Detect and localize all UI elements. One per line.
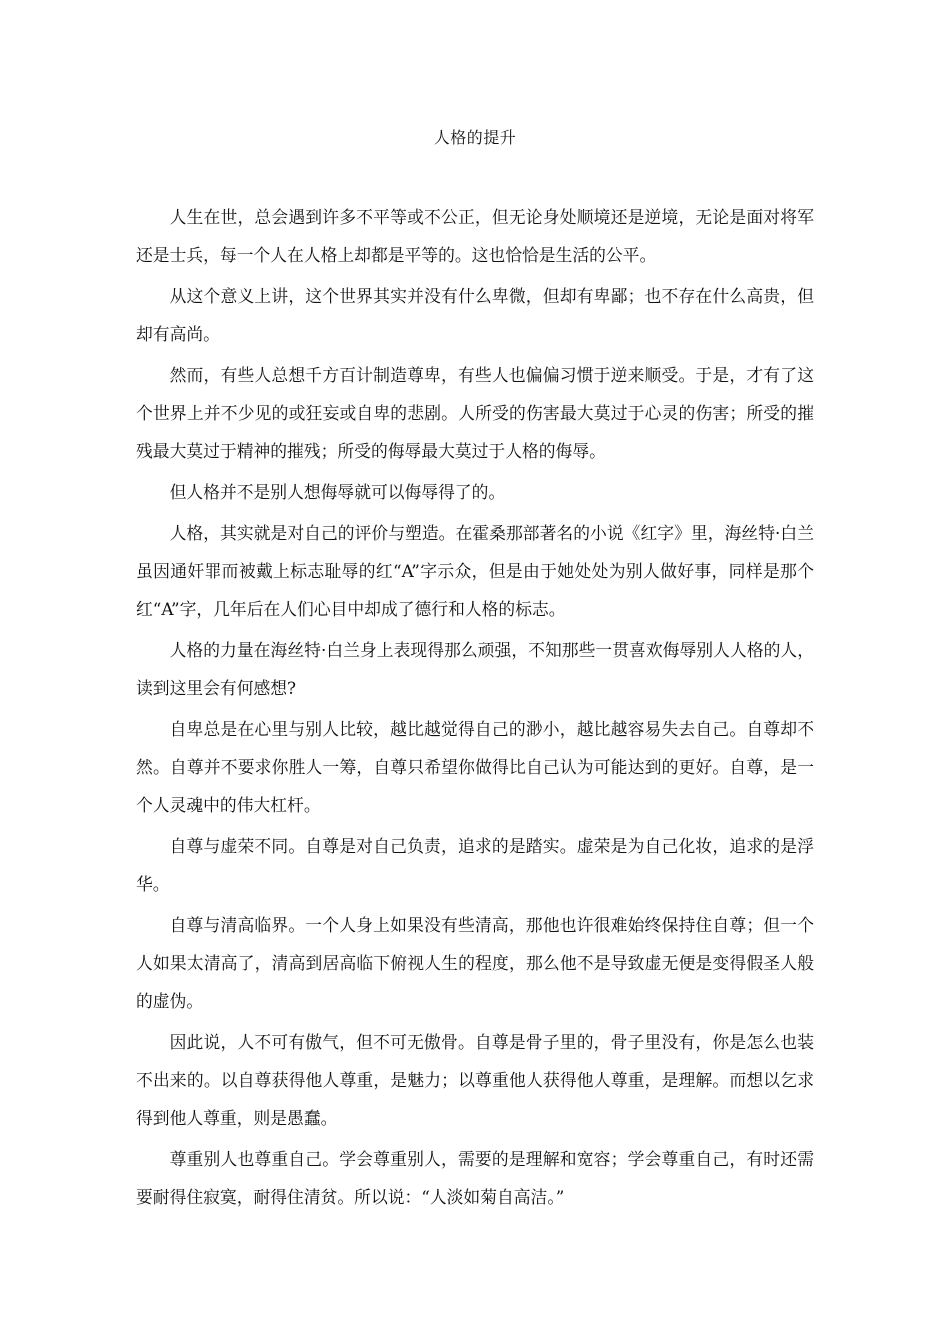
document-title: 人格的提升 (433, 128, 517, 147)
document-body (136, 198, 814, 1219)
paragraph: 从这个意义上讲，这个世界其实并没有什么卑微，但却有卑鄙；也不存在什么高贵，但却有高尚。 (136, 286, 814, 344)
paragraph: 但人格并不是别人想侮辱就可以侮辱得了的。 (169, 482, 506, 502)
paragraph: 人格的力量在海丝特·白兰身上表现得那么顽强，不知那些一贯喜欢侮辱别人人格的人，读到这里会有何感想? (136, 640, 814, 698)
paragraph: 人生在世，总会遇到许多不平等或不公正，但无论身处顺境还是逆境，无论是面对将军还是士兵，每一个人在人格上却都是平等的。这也恰恰是生活的公平。 (136, 207, 814, 265)
paragraph: 自卑总是在心里与别人比较，越比越觉得自己的渺小，越比越容易失去自己。自尊却不然。自尊并不要求你胜人一筹，自尊只希望你做得比自己认为可能达到的更好。自尊，是一个人灵魂中的伟大杠杆。 (136, 719, 814, 815)
paragraph: 自尊与虚荣不同。自尊是对自己负责，追求的是踏实。虚荣是为自己化妆，追求的是浮华。 (136, 836, 814, 894)
paragraph: 因此说，人不可有傲气，但不可无傲骨。自尊是骨子里的，骨子里没有，你是怎么也装不出来的。以自尊获得他人尊重，是魅力；以尊重他人获得他人尊重，是理解。而想以乞求得到他人尊重，则是愚蠢。 (136, 1032, 814, 1128)
paragraph: 自尊与清高临界。一个人身上如果没有些清高，那他也许很难始终保持住自尊；但一个人如果太清高了，清高到居高临下俯视人生的程度，那么他不是导致虚无便是变得假圣人般的虚伪。 (136, 915, 814, 1011)
paragraph: 然而，有些人总想千方百计制造尊卑，有些人也偏偏习惯于逆来顺受。于是，才有了这个世界上并不少见的或狂妄或自卑的悲剧。人所受的伤害最大莫过于心灵的伤害；所受的摧残最大莫过于精神的摧残；所受的侮辱最大莫过于人格的侮辱。 (136, 365, 814, 461)
paragraph: 人格，其实就是对自己的评价与塑造。在霍桑那部著名的小说《红字》里，海丝特·白兰虽因通奸罪而被戴上标志耻辱的红“A”字示众，但是由于她处处为别人做好事，同样是那个红“A”字，几年后在人们心目中却成了德行和人格的标志。 (136, 523, 814, 619)
paragraph: 尊重别人也尊重自己。学会尊重别人，需要的是理解和宽容；学会尊重自己，有时还需要耐得住寂寞，耐得住清贫。所以说：“人淡如菊自高洁。” (136, 1149, 814, 1207)
